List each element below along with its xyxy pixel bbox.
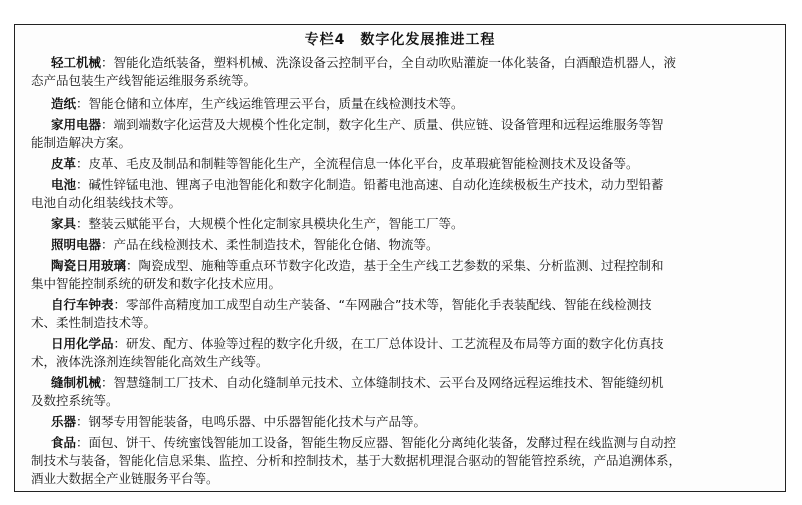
entry-text: ：研发、配方、体验等过程的数字化升级，在工厂总体设计、工艺流程及布局等方面的数字化仿真技 [113,336,664,351]
entry-line [51,434,676,452]
entry-term: 轻工机械 [51,55,102,70]
entry-term: 日用化学品 [51,336,114,351]
feature-box [14,24,786,492]
entry-line [51,54,676,72]
entry-text: ：产品在线检测技术、柔性制造技术，智能化仓储、物流等。 [101,237,439,252]
entry-text: ：智慧缝制工厂技术、自动化缝制单元技术、立体缝制技术、云平台及网络远程运维技术、智能缝纫机 [101,375,664,390]
entry-line: 酒业大数据全产业链服务平台等。 [31,471,219,486]
entry-line: 术，液体洗涤剂连续智能化高效生产线等。 [31,354,269,369]
entry-term: 电池 [51,177,77,192]
entry-line [51,374,664,392]
entry-line: 能制造解决方案。 [31,135,132,150]
entry-text: ：智能仓储和立体库，生产线运维管理云平台，质量在线检测技术等。 [76,96,464,111]
entry-text: ：面包、饼干、传统蜜饯智能加工设备，智能生物反应器、智能化分离纯化装备，发酵过程在线监测与自动控 [76,435,677,450]
entry-line [51,215,464,233]
box-title: 专栏4 数字化发展推进工程 [304,32,496,48]
entry-term: 食品 [51,435,77,450]
entry-text: ：端到端数字化运营及大规模个性化定制，数字化生产、质量、供应链、设备管理和远程运维服务等智 [101,117,664,132]
entry-line [51,236,439,254]
entry-term: 皮革 [51,156,77,171]
entry-text: ：陶瓷成型、施釉等重点环节数字化改造，基于全生产线工艺参数的采集、分析监测、过程控制和 [126,258,664,273]
entry-term: 家具 [51,216,77,231]
entry-line [51,413,426,431]
entry-line [51,257,664,275]
entry-line: 及数控系统等。 [31,393,119,408]
entry-line: 集中智能控制系统的研发和数字化技术应用。 [31,276,282,291]
entry-line [51,176,664,194]
entry-term: 陶瓷日用玻璃 [51,258,127,273]
entry-text: ：整装云赋能平台，大规模个性化定制家具模块化生产，智能工厂等。 [76,216,464,231]
entry-line [51,116,664,134]
entry-text: ：皮革、毛皮及制品和制鞋等智能化生产，全流程信息一体化平台，皮革瑕疵智能检测技术及设备等。 [76,156,639,171]
entry-term: 家用电器 [51,117,102,132]
entry-text: ：碱性锌锰电池、锂离子电池智能化和数字化制造。铅蓄电池高速、自动化连续极板生产技术，动力型铅蓄 [76,177,664,192]
entry-line [51,296,651,314]
entry-line [51,155,639,173]
entry-term: 造纸 [51,96,77,111]
entry-text: ：钢琴专用智能装备，电鸣乐器、中乐器智能化技术与产品等。 [76,414,427,429]
entry-line: 电池自动化组装线技术等。 [31,195,182,210]
entry-text: ：智能化造纸装备，塑料机械、洗涤设备云控制平台，全自动吹贴灌旋一体化装备，白酒酿造机器人，液 [101,55,677,70]
entry-line [51,95,464,113]
entry-term: 自行车钟表 [51,297,114,312]
entry-line [51,335,664,353]
entry-term: 缝制机械 [51,375,102,390]
entry-term: 照明电器 [51,237,102,252]
entry-line: 制技术与装备，智能化信息采集、监控、分析和控制技术，基于大数据机理混合驱动的智能管控系统，产品追溯体系， [31,453,682,468]
entry-line: 态产品包装生产线智能运维服务系统等。 [31,73,257,88]
entry-term: 乐器 [51,414,77,429]
entry-line: 术、柔性制造技术等。 [31,315,157,330]
entry-text: ：零部件高精度加工成型自动生产装备、“车网融合”技术等，智能化手表装配线、智能在线检测技 [113,297,652,312]
